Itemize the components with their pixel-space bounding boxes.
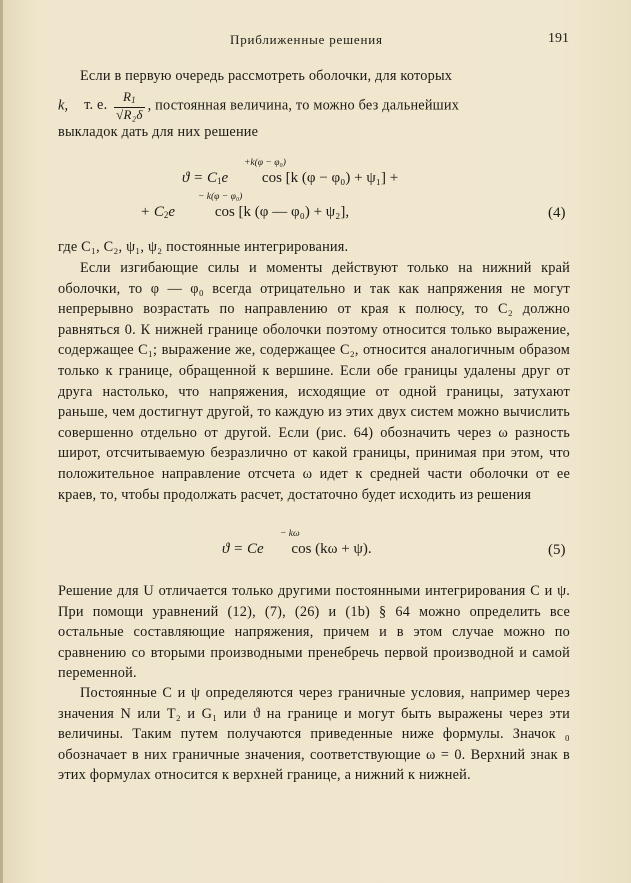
equation-5 (222, 529, 372, 558)
frac-num-text: R (122, 89, 132, 104)
eq4-l1-lhs: ϑ = C (182, 170, 217, 186)
page-number: 191 (548, 31, 569, 46)
eq4-l1-rest: cos [k (φ − φ₀) + ψ₁] + (261, 170, 399, 186)
fraction-r1-over-root (114, 90, 144, 122)
eq4-l2-exponent: − k(φ − φ₀) (198, 192, 243, 202)
page-edge (0, 0, 3, 883)
equation-5-number: (5) (548, 542, 566, 558)
intro-line-3: выкладок дать для них решение (58, 124, 259, 140)
eq4-l1-e: e (221, 170, 229, 186)
fraction-denominator: √R₂δ (116, 107, 143, 122)
eq5-rest: cos (kω + ψ). (291, 541, 372, 557)
frac-num-sub: 1 (131, 95, 136, 105)
running-header-title: Приближенные решения (230, 32, 383, 47)
eq5-lhs: ϑ = Ce (222, 541, 264, 557)
intro-line-2-rest: , постоянная величина, то можно без дальнейших (147, 97, 460, 114)
equation-4-line-2 (140, 192, 350, 221)
intro-line-1: Если в первую очередь рассмотреть оболочки, для которых (80, 68, 453, 84)
eq4-l2-e: e (168, 204, 176, 220)
eq4-l2-lhs: + C (140, 204, 164, 220)
eq5-exponent: − kω (280, 529, 300, 539)
paragraph-u: Решение для U отличается только другими постоянными интегрирования C и ψ. При помощи уравнений (12), (7), (26) и (1b) § 64 можно определить все остальные составляющие напряжения, причем и в этом случае можно по сравнению со вторыми производными пренебречь первой производной и самой переменной. (58, 583, 570, 682)
eq4-l1-exponent: +k(φ − φ₀) (244, 158, 286, 168)
eq4-l2-sub: 2 (163, 210, 169, 220)
paragraph-main: Если изгибающие силы и моменты действуют только на нижний край оболочки, то φ — φ₀ всегда отрицательно и так как напряжения не могут непрерывно возрастать по направлению от края к полюсу, то C₂ должно равняться 0. К нижней границе оболочки поэтому относится только выражение, содержащее C₁; выражение же, содержащее C₂, относится аналогичным образом только к границе, обращенной к вершине. Если обе границы удалены друг от друга настолько, что напряжения, исходящие от одной границы, затухают раньше, чем достигнут другой, то каждую из этих двух систем можно вычислить совершенно отдельно от другой. Если (рис. 64) обозначить через ω разность широт, отсчитываемую безразлично от какой границы, принимая при этом, что положительное направление отсчета ω идет к средней части оболочки от ее краев, то, чтобы продолжать расчет, достаточно будет исходить из решения (58, 260, 570, 503)
equation-4-number: (4) (548, 205, 566, 221)
paragraph-boundary-conditions: Постоянные C и ψ определяются через граничные условия, например через значения N или T₂ и G₁ или ϑ на границе и могут быть выражены через эти величины. Таким путем получаются приведенные ниже формулы. Значок ₀ обозначает в них граничные значения, соответствующие ω = 0. Верхний знак в этих формулах относится к верхней границе, а нижний к нижней. (58, 685, 570, 784)
symbol-k: k, (58, 97, 69, 114)
paragraph-constants: где C₁, C₂, ψ₁, ψ₂ постоянные интегрирования. (58, 239, 349, 255)
eq4-l2-rest: cos [k (φ — φ₀) + ψ₂], (214, 204, 350, 220)
intro-te: т. е. (84, 97, 108, 114)
fraction-numerator (114, 90, 144, 108)
equation-4-line-1 (182, 158, 399, 187)
intro-line-2 (58, 90, 570, 120)
eq4-l1-sub: 1 (217, 176, 222, 186)
